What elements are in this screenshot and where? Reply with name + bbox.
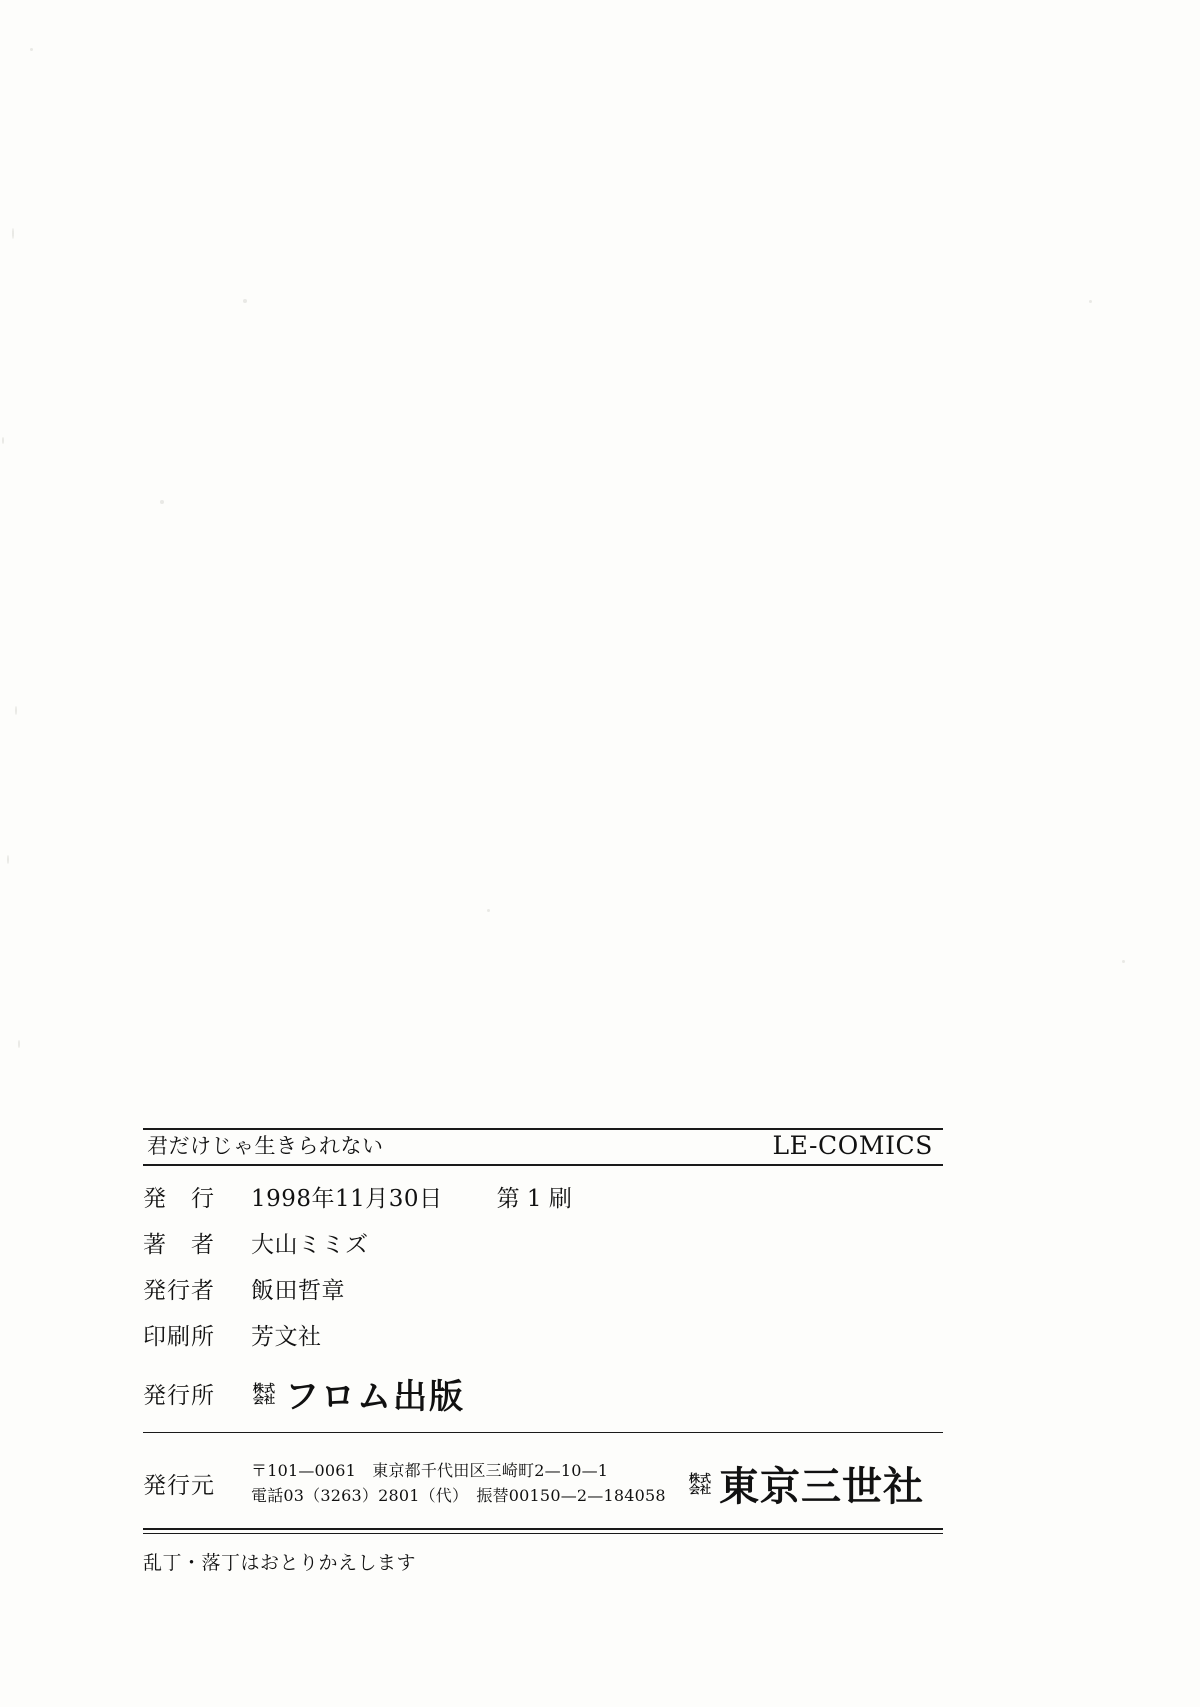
scan-speck	[1122, 960, 1125, 963]
scan-speck	[7, 855, 9, 864]
scan-speck	[487, 909, 490, 912]
entry-publishing-house	[143, 1369, 943, 1418]
colophon-middle-rule	[143, 1432, 943, 1433]
entry-printer	[143, 1318, 943, 1351]
issuer-address-line1: 〒101—0061 東京都千代田区三崎町2—10—1	[251, 1460, 609, 1480]
kabushiki-gaisha-mark	[253, 1383, 275, 1405]
entry-author	[143, 1226, 943, 1259]
scan-speck	[15, 706, 17, 715]
entry-value: 1998年11月30日	[251, 1186, 443, 1212]
kk-mark-line1: 株式	[253, 1381, 275, 1395]
book-title: 君だけじゃ生きられない	[147, 1134, 384, 1158]
kk-mark-line2: 会社	[253, 1392, 275, 1406]
issuer-company-name: 東京三世社	[719, 1463, 924, 1510]
entry-issuer	[143, 1455, 943, 1512]
entry-value: 芳文社	[251, 1324, 322, 1350]
colophon-entries	[143, 1166, 943, 1418]
entry-extra: 第 1 刷	[496, 1186, 572, 1212]
entry-publisher-person	[143, 1272, 943, 1305]
scan-speck	[2, 437, 4, 444]
entry-label: 発行者	[143, 1278, 215, 1304]
imprint-label: LE-COMICS	[772, 1131, 933, 1160]
kabushiki-gaisha-mark	[689, 1473, 711, 1495]
issuer-company	[687, 1455, 924, 1512]
entry-value: 大山ミミズ	[251, 1232, 369, 1258]
scan-speck	[160, 500, 164, 504]
colophon-block	[143, 1128, 943, 1575]
colophon-bottom-rule-1	[143, 1528, 943, 1530]
kk-mark-line2: 会社	[689, 1482, 711, 1496]
entry-label: 著 者	[143, 1232, 215, 1258]
scan-speck	[1089, 300, 1092, 303]
issuer-address	[251, 1459, 671, 1509]
entry-publication-date	[143, 1180, 943, 1213]
publisher-name: フロム出版	[285, 1377, 465, 1417]
scan-speck	[30, 48, 33, 51]
defect-exchange-note: 乱丁・落丁はおとりかえします	[143, 1552, 417, 1574]
issuer-address-line2: 電話03（3263）2801（代） 振替00150—2—184058	[251, 1485, 666, 1505]
entry-label: 印刷所	[143, 1324, 215, 1350]
scan-speck	[18, 1040, 20, 1048]
entry-value: 飯田哲章	[251, 1278, 345, 1304]
entry-label: 発 行	[143, 1186, 215, 1212]
kk-mark-line1: 株式	[689, 1471, 711, 1485]
colophon-title-row	[143, 1130, 943, 1164]
issuer-label: 発行元	[143, 1473, 215, 1499]
scan-speck	[12, 228, 14, 239]
scan-speck	[243, 299, 247, 303]
entry-label: 発行所	[143, 1383, 215, 1409]
